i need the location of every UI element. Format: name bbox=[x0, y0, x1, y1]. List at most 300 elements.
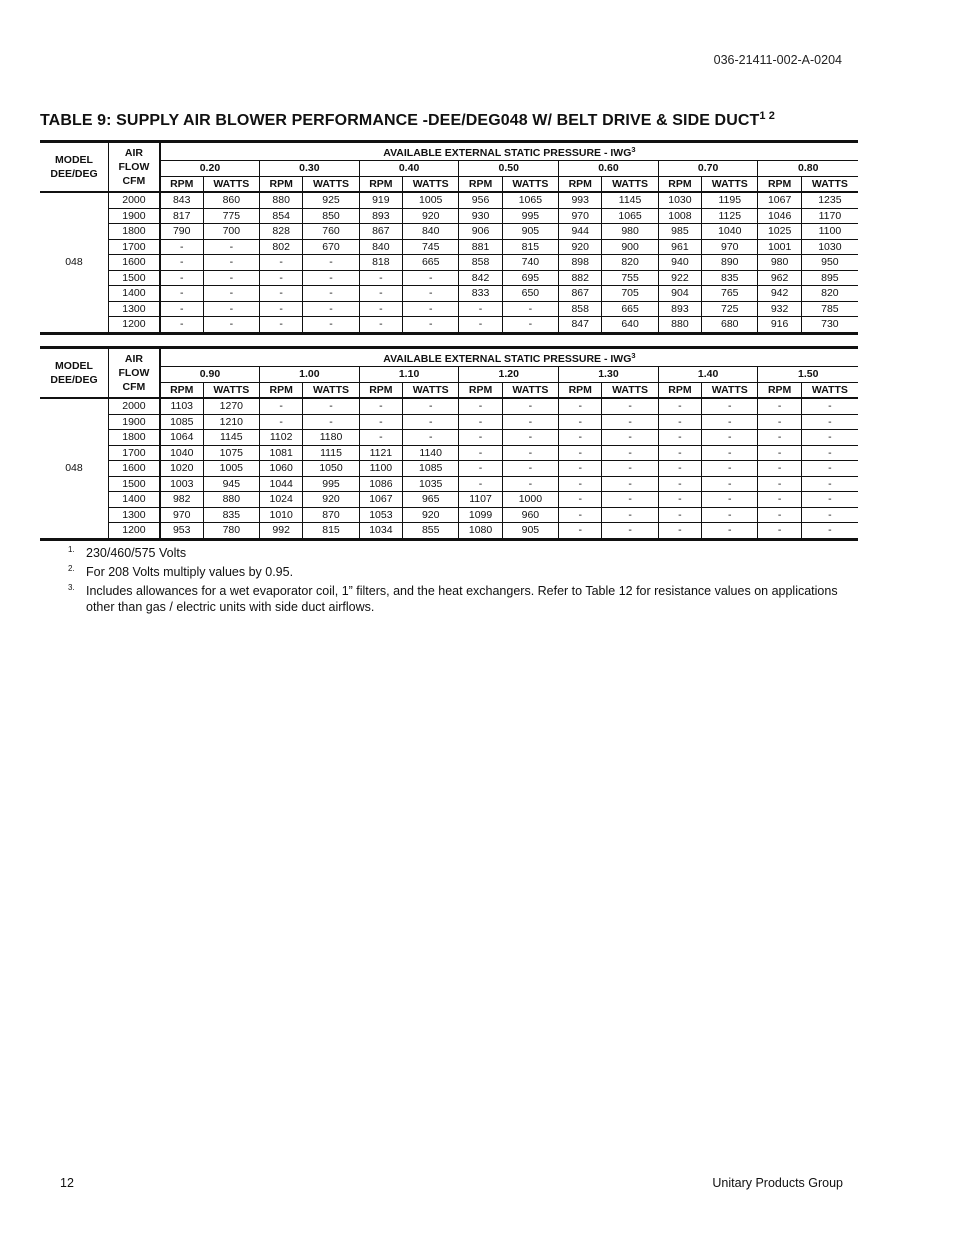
footnote-3 bbox=[68, 583, 848, 615]
rpm-cell: 1100 bbox=[359, 461, 402, 477]
rpm-header: RPM bbox=[658, 176, 701, 192]
watts-cell: - bbox=[602, 414, 658, 430]
pressure-value: 1.40 bbox=[658, 367, 758, 383]
watts-cell: - bbox=[702, 414, 758, 430]
watts-cell: 920 bbox=[303, 492, 359, 508]
rpm-cell: 940 bbox=[658, 255, 701, 271]
rpm-cell: - bbox=[559, 445, 602, 461]
rpm-cell: 1001 bbox=[758, 239, 801, 255]
model-cell: 048 bbox=[65, 256, 83, 269]
pressure-value: 0.60 bbox=[559, 161, 659, 177]
rpm-header: RPM bbox=[459, 382, 502, 398]
watts-cell: - bbox=[602, 492, 658, 508]
rpm-cell: - bbox=[459, 317, 502, 334]
rpm-cell: - bbox=[160, 301, 203, 317]
watts-cell: 755 bbox=[602, 270, 658, 286]
rpm-cell: 1025 bbox=[758, 224, 801, 240]
watts-cell: - bbox=[702, 492, 758, 508]
table-row bbox=[40, 317, 858, 334]
rpm-cell: - bbox=[459, 445, 502, 461]
watts-cell: 1145 bbox=[602, 192, 658, 208]
rpm-header: RPM bbox=[260, 382, 303, 398]
watts-cell: 820 bbox=[801, 286, 858, 302]
watts-cell: 695 bbox=[502, 270, 558, 286]
airflow-header-line: AIR bbox=[124, 353, 143, 365]
watts-header: WATTS bbox=[602, 382, 658, 398]
table-row bbox=[40, 398, 858, 414]
watts-cell: 835 bbox=[702, 270, 758, 286]
rpm-header: RPM bbox=[459, 176, 502, 192]
rpm-cell: - bbox=[559, 523, 602, 540]
watts-cell: 1005 bbox=[203, 461, 259, 477]
rpm-cell: 904 bbox=[658, 286, 701, 302]
airflow-cfm-cell: 1300 bbox=[108, 301, 159, 317]
model-header bbox=[40, 348, 108, 399]
rpm-cell: - bbox=[559, 492, 602, 508]
pressure-header-text: AVAILABLE EXTERNAL STATIC PRESSURE - IWG bbox=[383, 353, 632, 365]
watts-cell: - bbox=[602, 398, 658, 414]
rpm-cell: 881 bbox=[459, 239, 502, 255]
watts-cell: 970 bbox=[702, 239, 758, 255]
rpm-header: RPM bbox=[160, 382, 203, 398]
rpm-cell: - bbox=[359, 414, 402, 430]
pressure-header bbox=[160, 142, 858, 161]
watts-header: WATTS bbox=[303, 176, 359, 192]
rpm-cell: 833 bbox=[459, 286, 502, 302]
airflow-cfm-cell: 1900 bbox=[108, 208, 159, 224]
model-header-line: MODEL bbox=[55, 154, 93, 166]
rpm-cell: - bbox=[260, 414, 303, 430]
airflow-cfm-cell: 1800 bbox=[108, 224, 159, 240]
watts-cell: - bbox=[801, 445, 858, 461]
airflow-cfm-cell: 1700 bbox=[108, 239, 159, 255]
rpm-cell: - bbox=[359, 286, 402, 302]
rpm-cell: 970 bbox=[559, 208, 602, 224]
airflow-header-line: CFM bbox=[122, 381, 146, 393]
pressure-value: 0.20 bbox=[160, 161, 260, 177]
watts-cell: - bbox=[602, 461, 658, 477]
performance-table-high-pressure bbox=[40, 346, 858, 541]
watts-cell: 995 bbox=[303, 476, 359, 492]
table-row bbox=[40, 255, 858, 271]
rpm-cell: 1010 bbox=[260, 507, 303, 523]
watts-cell: 870 bbox=[303, 507, 359, 523]
airflow-header-line: CFM bbox=[122, 175, 146, 187]
watts-cell: 765 bbox=[702, 286, 758, 302]
watts-cell: 880 bbox=[203, 492, 259, 508]
table-title-text: TABLE 9: SUPPLY AIR BLOWER PERFORMANCE -DEE/DEG048 W/ BELT DRIVE & SIDE DUCT bbox=[40, 112, 760, 129]
rpm-cell: - bbox=[559, 476, 602, 492]
rpm-cell: 790 bbox=[160, 224, 203, 240]
rpm-cell: 1030 bbox=[658, 192, 701, 208]
rpm-cell: - bbox=[559, 414, 602, 430]
watts-cell: - bbox=[702, 445, 758, 461]
rpm-cell: 916 bbox=[758, 317, 801, 334]
watts-cell: 1085 bbox=[403, 461, 459, 477]
pressure-header-text: AVAILABLE EXTERNAL STATIC PRESSURE - IWG bbox=[383, 147, 632, 159]
watts-cell: - bbox=[602, 430, 658, 446]
rpm-header: RPM bbox=[359, 176, 402, 192]
rpm-cell: 944 bbox=[559, 224, 602, 240]
rpm-cell: 898 bbox=[559, 255, 602, 271]
footnote-2 bbox=[68, 564, 848, 580]
watts-header: WATTS bbox=[403, 176, 459, 192]
watts-cell: - bbox=[303, 286, 359, 302]
watts-header: WATTS bbox=[303, 382, 359, 398]
units-row bbox=[40, 382, 858, 398]
watts-cell: 850 bbox=[303, 208, 359, 224]
rpm-cell: 930 bbox=[459, 208, 502, 224]
rpm-cell: 1107 bbox=[459, 492, 502, 508]
rpm-cell: - bbox=[459, 301, 502, 317]
rpm-cell: - bbox=[658, 507, 701, 523]
rpm-cell: 992 bbox=[260, 523, 303, 540]
watts-cell: - bbox=[502, 317, 558, 334]
airflow-cfm-cell: 2000 bbox=[108, 398, 159, 414]
rpm-cell: - bbox=[160, 239, 203, 255]
table-title bbox=[40, 110, 775, 130]
watts-cell: - bbox=[403, 301, 459, 317]
watts-cell: 965 bbox=[403, 492, 459, 508]
footnote-text: Includes allowances for a wet evaporator coil, 1” filters, and the heat exchangers. Refer to Table 12 for resistance values on applications other than gas / electric units with side duct airflows. bbox=[86, 584, 838, 614]
watts-cell: 1210 bbox=[203, 414, 259, 430]
rpm-cell: 858 bbox=[459, 255, 502, 271]
watts-header: WATTS bbox=[602, 176, 658, 192]
rpm-cell: - bbox=[359, 430, 402, 446]
watts-cell: 665 bbox=[602, 301, 658, 317]
watts-cell: 855 bbox=[403, 523, 459, 540]
rpm-cell: 1102 bbox=[260, 430, 303, 446]
watts-cell: 680 bbox=[702, 317, 758, 334]
airflow-cfm-cell: 1700 bbox=[108, 445, 159, 461]
watts-cell: 925 bbox=[303, 192, 359, 208]
airflow-header-line: AIR bbox=[124, 147, 143, 159]
watts-cell: - bbox=[203, 270, 259, 286]
airflow-cfm-cell: 2000 bbox=[108, 192, 159, 208]
rpm-cell: - bbox=[260, 301, 303, 317]
watts-cell: - bbox=[403, 414, 459, 430]
rpm-cell: 880 bbox=[260, 192, 303, 208]
watts-cell: - bbox=[403, 398, 459, 414]
pressure-header-footnote-ref: 3 bbox=[631, 145, 636, 154]
table-row bbox=[40, 208, 858, 224]
rpm-cell: - bbox=[359, 270, 402, 286]
table-row bbox=[40, 192, 858, 208]
rpm-cell: - bbox=[459, 476, 502, 492]
rpm-cell: - bbox=[359, 317, 402, 334]
watts-cell: 730 bbox=[801, 317, 858, 334]
rpm-cell: - bbox=[758, 430, 801, 446]
pressure-value: 0.80 bbox=[758, 161, 858, 177]
watts-cell: 775 bbox=[203, 208, 259, 224]
model-header-line: DEE/DEG bbox=[50, 374, 98, 386]
airflow-cfm-cell: 1200 bbox=[108, 317, 159, 334]
watts-cell: 980 bbox=[602, 224, 658, 240]
rpm-cell: - bbox=[758, 523, 801, 540]
performance-table-low-pressure bbox=[40, 140, 858, 335]
rpm-cell: 854 bbox=[260, 208, 303, 224]
watts-cell: - bbox=[303, 414, 359, 430]
watts-cell: 820 bbox=[602, 255, 658, 271]
watts-cell: 815 bbox=[303, 523, 359, 540]
rpm-cell: 932 bbox=[758, 301, 801, 317]
watts-cell: 725 bbox=[702, 301, 758, 317]
watts-cell: 1140 bbox=[403, 445, 459, 461]
rpm-cell: - bbox=[758, 398, 801, 414]
company-name: Unitary Products Group bbox=[712, 1176, 843, 1190]
rpm-cell: - bbox=[658, 523, 701, 540]
watts-cell: - bbox=[801, 461, 858, 477]
watts-cell: - bbox=[403, 317, 459, 334]
watts-cell: 1145 bbox=[203, 430, 259, 446]
rpm-cell: 867 bbox=[559, 286, 602, 302]
rpm-cell: 985 bbox=[658, 224, 701, 240]
rpm-cell: 840 bbox=[359, 239, 402, 255]
watts-cell: - bbox=[801, 492, 858, 508]
watts-cell: - bbox=[203, 255, 259, 271]
watts-cell: 905 bbox=[502, 523, 558, 540]
watts-cell: - bbox=[801, 507, 858, 523]
rpm-cell: - bbox=[658, 445, 701, 461]
pressure-value: 1.30 bbox=[559, 367, 659, 383]
pressure-header-footnote-ref: 3 bbox=[631, 351, 636, 360]
rpm-cell: 867 bbox=[359, 224, 402, 240]
pressure-value: 0.50 bbox=[459, 161, 559, 177]
rpm-cell: - bbox=[260, 398, 303, 414]
watts-cell: 650 bbox=[502, 286, 558, 302]
document-number: 036-21411-002-A-0204 bbox=[713, 53, 842, 67]
watts-header: WATTS bbox=[801, 176, 858, 192]
watts-cell: - bbox=[801, 430, 858, 446]
watts-cell: 1050 bbox=[303, 461, 359, 477]
rpm-cell: 980 bbox=[758, 255, 801, 271]
watts-cell: 1065 bbox=[502, 192, 558, 208]
rpm-cell: 1053 bbox=[359, 507, 402, 523]
rpm-cell: 1034 bbox=[359, 523, 402, 540]
watts-cell: - bbox=[702, 430, 758, 446]
airflow-cfm-cell: 1400 bbox=[108, 286, 159, 302]
airflow-header-line: FLOW bbox=[118, 161, 150, 173]
rpm-cell: 858 bbox=[559, 301, 602, 317]
rpm-cell: 1086 bbox=[359, 476, 402, 492]
header-row bbox=[40, 142, 858, 161]
watts-cell: - bbox=[303, 398, 359, 414]
rpm-header: RPM bbox=[160, 176, 203, 192]
watts-cell: - bbox=[602, 476, 658, 492]
rpm-cell: - bbox=[459, 398, 502, 414]
watts-cell: 1035 bbox=[403, 476, 459, 492]
rpm-cell: 942 bbox=[758, 286, 801, 302]
watts-cell: - bbox=[602, 445, 658, 461]
model-cell: 048 bbox=[65, 462, 83, 475]
airflow-cfm-cell: 1900 bbox=[108, 414, 159, 430]
rpm-cell: 956 bbox=[459, 192, 502, 208]
watts-cell: - bbox=[702, 507, 758, 523]
rpm-cell: 880 bbox=[658, 317, 701, 334]
watts-cell: - bbox=[502, 476, 558, 492]
watts-cell: - bbox=[502, 445, 558, 461]
watts-cell: 785 bbox=[801, 301, 858, 317]
watts-cell: - bbox=[203, 301, 259, 317]
airflow-cfm-cell: 1200 bbox=[108, 523, 159, 540]
table-title-footnote-refs: 1 2 bbox=[759, 110, 775, 122]
pressure-value: 0.40 bbox=[359, 161, 459, 177]
watts-cell: 895 bbox=[801, 270, 858, 286]
airflow-cfm-cell: 1500 bbox=[108, 476, 159, 492]
rpm-cell: - bbox=[359, 301, 402, 317]
watts-cell: 1180 bbox=[303, 430, 359, 446]
watts-cell: 760 bbox=[303, 224, 359, 240]
airflow-cfm-cell: 1300 bbox=[108, 507, 159, 523]
airflow-header bbox=[108, 142, 159, 193]
rpm-cell: 1081 bbox=[260, 445, 303, 461]
rpm-header: RPM bbox=[758, 176, 801, 192]
rpm-cell: 818 bbox=[359, 255, 402, 271]
watts-cell: 900 bbox=[602, 239, 658, 255]
watts-cell: - bbox=[602, 507, 658, 523]
watts-cell: 905 bbox=[502, 224, 558, 240]
rpm-header: RPM bbox=[359, 382, 402, 398]
watts-cell: - bbox=[702, 461, 758, 477]
rpm-cell: 1020 bbox=[160, 461, 203, 477]
table-row bbox=[40, 445, 858, 461]
airflow-cfm-cell: 1600 bbox=[108, 255, 159, 271]
watts-cell: 890 bbox=[702, 255, 758, 271]
rpm-cell: - bbox=[260, 286, 303, 302]
pressure-value: 1.00 bbox=[260, 367, 360, 383]
pressure-header bbox=[160, 348, 858, 367]
watts-cell: 705 bbox=[602, 286, 658, 302]
rpm-cell: 1099 bbox=[459, 507, 502, 523]
footnote-1 bbox=[68, 545, 848, 561]
watts-cell: 1065 bbox=[602, 208, 658, 224]
rpm-header: RPM bbox=[260, 176, 303, 192]
watts-cell: - bbox=[403, 286, 459, 302]
rpm-cell: 919 bbox=[359, 192, 402, 208]
footnote-number: 2. bbox=[68, 564, 75, 573]
watts-cell: - bbox=[502, 430, 558, 446]
rpm-cell: - bbox=[758, 445, 801, 461]
rpm-cell: - bbox=[260, 317, 303, 334]
watts-cell: - bbox=[502, 301, 558, 317]
rpm-cell: - bbox=[459, 430, 502, 446]
page-number: 12 bbox=[60, 1176, 74, 1190]
pressure-value: 0.70 bbox=[658, 161, 758, 177]
rpm-cell: - bbox=[559, 398, 602, 414]
rpm-cell: - bbox=[459, 414, 502, 430]
watts-cell: 1030 bbox=[801, 239, 858, 255]
watts-cell: - bbox=[303, 255, 359, 271]
watts-cell: - bbox=[702, 523, 758, 540]
rpm-cell: 953 bbox=[160, 523, 203, 540]
rpm-cell: 906 bbox=[459, 224, 502, 240]
watts-cell: 1170 bbox=[801, 208, 858, 224]
watts-header: WATTS bbox=[203, 382, 259, 398]
rpm-cell: 1067 bbox=[359, 492, 402, 508]
rpm-cell: 962 bbox=[758, 270, 801, 286]
watts-header: WATTS bbox=[702, 382, 758, 398]
rpm-header: RPM bbox=[758, 382, 801, 398]
airflow-cfm-cell: 1800 bbox=[108, 430, 159, 446]
rpm-cell: - bbox=[658, 492, 701, 508]
watts-cell: - bbox=[502, 461, 558, 477]
rpm-header: RPM bbox=[559, 176, 602, 192]
rpm-cell: 882 bbox=[559, 270, 602, 286]
rpm-cell: 982 bbox=[160, 492, 203, 508]
watts-cell: 640 bbox=[602, 317, 658, 334]
watts-cell: 920 bbox=[403, 208, 459, 224]
watts-cell: - bbox=[801, 476, 858, 492]
watts-cell: 780 bbox=[203, 523, 259, 540]
watts-cell: 920 bbox=[403, 507, 459, 523]
watts-cell: 995 bbox=[502, 208, 558, 224]
pressure-value: 0.30 bbox=[260, 161, 360, 177]
rpm-cell: 1067 bbox=[758, 192, 801, 208]
table-row bbox=[40, 286, 858, 302]
rpm-cell: 993 bbox=[559, 192, 602, 208]
watts-cell: 1040 bbox=[702, 224, 758, 240]
watts-cell: 1000 bbox=[502, 492, 558, 508]
watts-cell: 700 bbox=[203, 224, 259, 240]
rpm-cell: - bbox=[658, 461, 701, 477]
watts-header: WATTS bbox=[801, 382, 858, 398]
model-header-line: MODEL bbox=[55, 360, 93, 372]
rpm-cell: 842 bbox=[459, 270, 502, 286]
table-row bbox=[40, 523, 858, 540]
rpm-cell: - bbox=[160, 286, 203, 302]
rpm-cell: - bbox=[758, 492, 801, 508]
watts-cell: 840 bbox=[403, 224, 459, 240]
table-row bbox=[40, 430, 858, 446]
watts-cell: 1270 bbox=[203, 398, 259, 414]
rpm-cell: 1064 bbox=[160, 430, 203, 446]
rpm-cell: 1121 bbox=[359, 445, 402, 461]
rpm-cell: 893 bbox=[658, 301, 701, 317]
watts-cell: 1125 bbox=[702, 208, 758, 224]
watts-header: WATTS bbox=[702, 176, 758, 192]
watts-cell: 1005 bbox=[403, 192, 459, 208]
table-row bbox=[40, 239, 858, 255]
watts-cell: - bbox=[303, 317, 359, 334]
table-row bbox=[40, 270, 858, 286]
airflow-cfm-cell: 1400 bbox=[108, 492, 159, 508]
watts-cell: - bbox=[602, 523, 658, 540]
rpm-cell: - bbox=[559, 461, 602, 477]
rpm-cell: 802 bbox=[260, 239, 303, 255]
rpm-cell: 1103 bbox=[160, 398, 203, 414]
rpm-cell: - bbox=[160, 270, 203, 286]
table-row bbox=[40, 414, 858, 430]
model-header-line: DEE/DEG bbox=[50, 168, 98, 180]
rpm-cell: - bbox=[658, 414, 701, 430]
pressure-row bbox=[40, 161, 858, 177]
rpm-cell: 1040 bbox=[160, 445, 203, 461]
watts-cell: 1075 bbox=[203, 445, 259, 461]
rpm-cell: - bbox=[658, 476, 701, 492]
rpm-cell: 1060 bbox=[260, 461, 303, 477]
rpm-cell: - bbox=[658, 398, 701, 414]
rpm-cell: 920 bbox=[559, 239, 602, 255]
rpm-cell: 922 bbox=[658, 270, 701, 286]
watts-cell: 1235 bbox=[801, 192, 858, 208]
airflow-header-line: FLOW bbox=[118, 367, 150, 379]
watts-cell: 950 bbox=[801, 255, 858, 271]
rpm-cell: 1085 bbox=[160, 414, 203, 430]
footnote-number: 1. bbox=[68, 545, 75, 554]
rpm-cell: - bbox=[260, 255, 303, 271]
rpm-cell: 1044 bbox=[260, 476, 303, 492]
rpm-cell: 1003 bbox=[160, 476, 203, 492]
